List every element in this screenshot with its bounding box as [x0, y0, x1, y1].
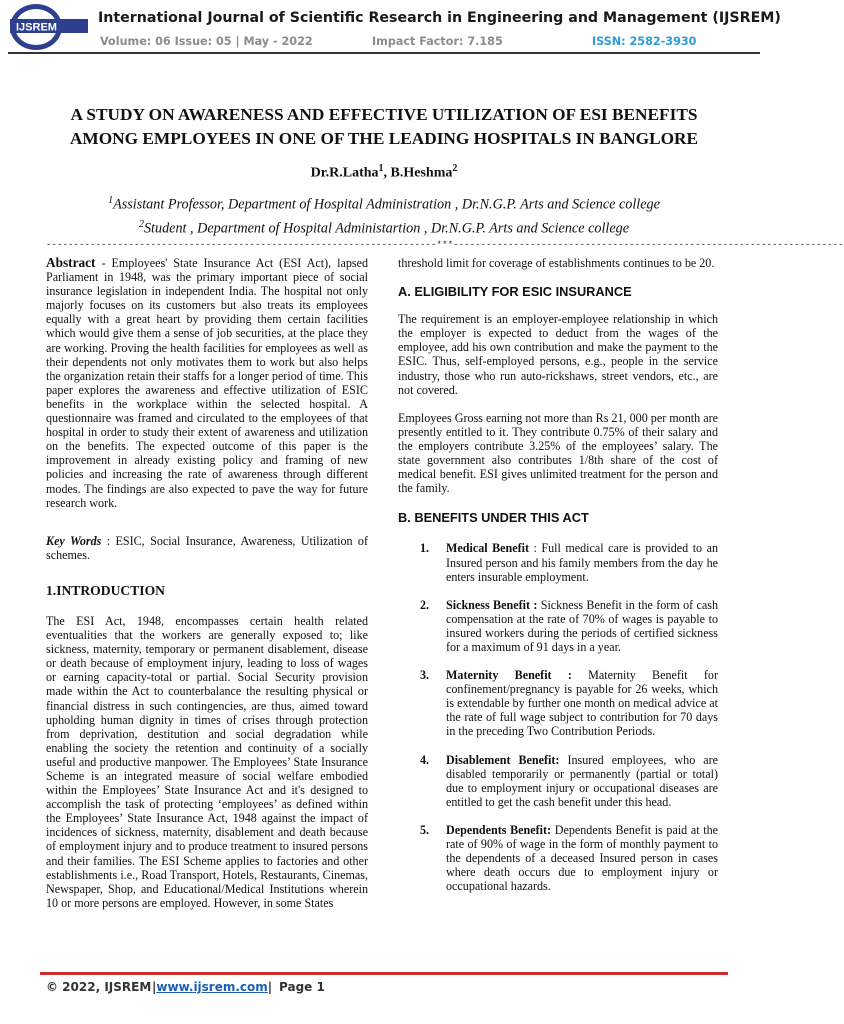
issn: ISSN: 2582-3930	[592, 35, 697, 48]
list-item-number: 3.	[420, 668, 430, 683]
keywords	[46, 534, 368, 562]
benefit-text: Maternity Benefit for confinement/pregnancy is payable for 26 weeks, which is extendable by further one month on medical advice at the rate of full wage subject to contribution for 70 days in the preceding Two Contribution Periods.	[446, 668, 718, 739]
list-item	[398, 541, 718, 583]
benefit-name: Dependents Benefit:	[446, 822, 552, 837]
benefits-list	[398, 541, 718, 893]
header-divider	[8, 52, 760, 54]
benefit-sep	[572, 668, 588, 682]
author-1: Dr.R.Latha	[310, 165, 379, 181]
affiliation-1-sup: 1	[108, 195, 114, 206]
keywords-label: Key Words	[46, 533, 102, 548]
abstract-heading: Abstract	[46, 255, 96, 270]
author-1-sup: 1	[378, 163, 384, 174]
continuation-text: threshold limit for coverage of establishments continues to be 20.	[398, 256, 715, 270]
title-line-1: A STUDY ON AWARENESS AND EFFECTIVE UTILIZATION OF ESI BENEFITS	[70, 105, 698, 124]
authors	[0, 163, 768, 182]
abstract-text: Employees' State Insurance Act (ESI Act), lapsed Parliament in 1948, was the primary important piece of social insurance legislation in independent India. The hospital not only majorly focuses on its customers but also treats its employees equally with a great heart by providing them certain facilities which would give them a sense of job securities, at the place they are working. Proving the health facilities for employees as well as their dependents not only motivates them to work but also helps the organization retain their staffs for a longer period of time. This paper explores the awareness and effective utilization of ESIC benefits in the workplace within the selected hospital. A questionnaire was framed and circulated to the employees of that hospital in order to study their extent of awareness and utilization on the benefits. The expected outcome of this paper is the improvement in already existing policy and framing of new policies and increasing the rate of awareness through different modes. The findings are also expected to pave the way for future research work.	[46, 256, 368, 510]
benefit-name: Disablement Benefit:	[446, 752, 560, 767]
list-item-number: 2.	[420, 597, 430, 612]
footer-divider	[40, 972, 728, 975]
benefit-name: Sickness Benefit :	[446, 597, 538, 612]
journal-website-link[interactable]: www.ijsrem.com	[156, 980, 268, 994]
author-2: B.Heshma	[390, 165, 453, 181]
left-column	[46, 256, 368, 910]
introduction-heading: 1.INTRODUCTION	[46, 582, 165, 598]
title-line-2: AMONG EMPLOYEES IN ONE OF THE LEADING HOSPITALS IN BANGLORE	[69, 129, 699, 148]
list-item-number: 4.	[420, 752, 430, 767]
list-item	[398, 598, 718, 654]
section-a-paragraph-1: The requirement is an employer-employee relationship in which the employer is expected to deduct from the wages of the employee, add his own contribution and make the payment to the ESIC. Thus, self-employed persons, e.g., people in the service industry, those who run auto-rickshaws, street vendors, etc., are not covered.	[398, 312, 718, 397]
introduction-text: The ESI Act, 1948, encompasses certain health related eventualities that the workers are generally exposed to; like sickness, maternity, temporary or permanent disablement, disease or death because of employment injury, leading to loss of wages or earning capacity-total or partial. Social Security provision made within the Act to counterbalance the resulting physical or financial distress in such contingencies, are thus, aimed toward upholding human dignity in times of crises through protection from deprivation, destitution and social degradation while enabling the society the retention and continuity of a socially useful and productive manpower. The Employees’ State Insurance Scheme is an integrated measure of social welfare embodied within the Employees’ State Insurance Act and it's designed to accomplish the task of protecting ‘employees’ as defined within the Employees’ State Insurance Act, 1948 against the impact of incidences of sickness, maternity, disablement and death because of employment injury and to produce treatment to insured persons and their families. The ESI Scheme applies to factories and other establishments i.e., Road Transport, Hotels, Restaurants, Cinemas, Newspaper, Shop, and Educational/Medical Institutions wherein 10 or more persons are employed. However, in some States	[46, 613, 368, 910]
list-item-number: 5.	[420, 822, 430, 837]
affiliation-2	[0, 219, 768, 238]
author-separator: ,	[383, 165, 391, 181]
footer-url-prefix: |	[152, 980, 157, 994]
benefit-text: Sickness Benefit in the form of cash compensation at the rate of 70% of wages is payable to insured workers during the periods of certified sickness for a maximum of 91 days in a year.	[446, 597, 718, 654]
benefit-name: Medical Benefit	[446, 541, 530, 556]
benefit-text: Dependents Benefit is paid at the rate of 90% of wage in the form of monthly payment to the dependents of a deceased Insured person in cases where death occurs due to employment injury or occupational hazards.	[446, 822, 718, 894]
footer-url-suffix: |	[267, 980, 273, 994]
list-item	[398, 823, 718, 893]
impact-factor: Impact Factor: 7.185	[372, 35, 503, 48]
section-a-heading: A. ELIGIBILITY FOR ESIC INSURANCE	[398, 284, 632, 300]
benefit-sep: :	[529, 541, 542, 556]
keywords-text: : ESIC, Social Insurance, Awareness, Utilization of schemes.	[46, 533, 368, 562]
affiliation-2-text: Student , Department of Hospital Administartion , Dr.N.G.P. Arts and Science college	[143, 220, 630, 237]
paper-title	[40, 103, 728, 151]
volume-issue: Volume: 06 Issue: 05 | May - 2022	[100, 35, 313, 48]
affiliation-2-sup: 2	[138, 219, 144, 230]
right-column	[398, 256, 718, 893]
abstract	[46, 256, 368, 510]
section-separator: -----------------------------------------------------------------------***-----------------------------------------------------------------------	[46, 240, 844, 250]
list-item-number: 1.	[420, 541, 430, 556]
footer-url	[152, 980, 272, 994]
affiliation-1	[0, 195, 768, 214]
abstract-dash: -	[95, 256, 112, 270]
benefit-name: Maternity Benefit :	[446, 668, 572, 683]
section-a-paragraph-2: Employees Gross earning not more than Rs 21, 000 per month are presently entitled to it. They contribute 0.75% of their salary and the employers contribute 3.25% of the employees’ salary. The state government also contributes 1/8th share of the cost of medical benefit. ESI gives unlimited treatment for the person and the family.	[398, 410, 718, 496]
section-b-heading: B. BENEFITS UNDER THIS ACT	[398, 510, 589, 526]
benefit-text: Full medical care is provided to an Insured person and his family members from the day he enters insurable employment.	[446, 541, 718, 584]
author-2-sup: 2	[452, 163, 458, 174]
svg-text:IJSREM: IJSREM	[16, 21, 57, 34]
journal-title: International Journal of Scientific Research in Engineering and Management (IJSREM)	[98, 10, 781, 26]
page-number: Page 1	[279, 980, 325, 994]
list-item	[398, 668, 718, 738]
benefit-text: Insured employees, who are disabled temporarily or permanently (partial or total) due to employment injury or occupational diseases are entitled to get the cash benefit under this head.	[446, 752, 718, 809]
list-item	[398, 753, 718, 809]
affiliation-1-text: Assistant Professor, Department of Hospital Administration , Dr.N.G.P. Arts and Science college	[113, 196, 660, 213]
footer-copyright: © 2022, IJSREM	[46, 980, 152, 994]
ijsrem-logo	[8, 2, 94, 52]
